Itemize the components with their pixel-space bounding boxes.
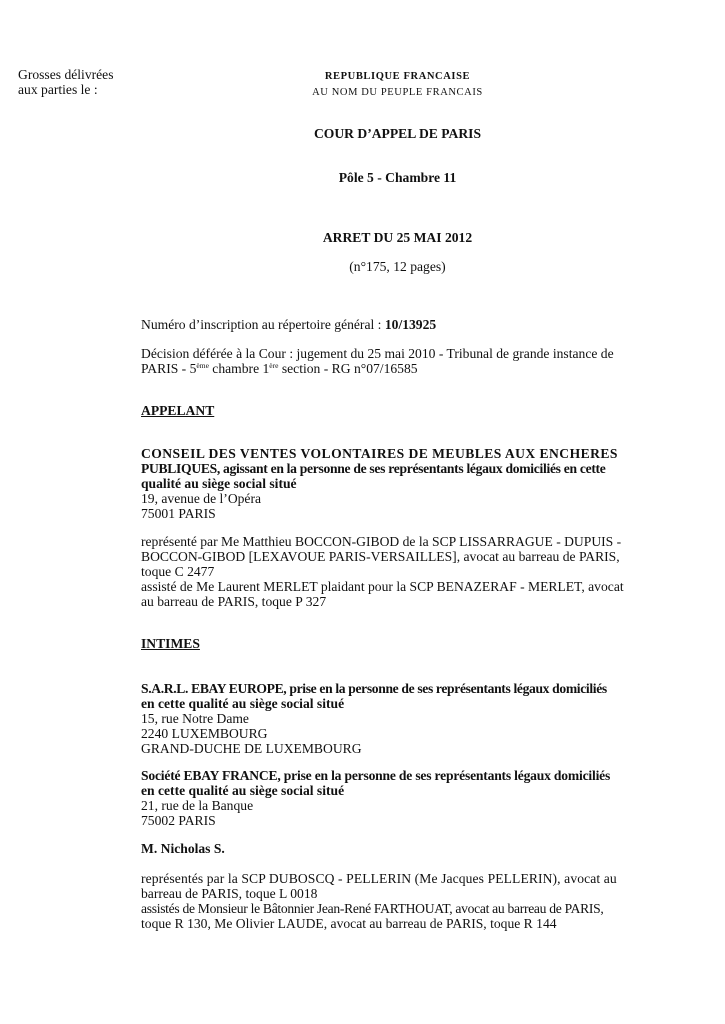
appelant-heading: APPELANT xyxy=(141,403,215,418)
registry-number xyxy=(141,317,656,332)
appelant-address-line1: 19, avenue de l’Opéra xyxy=(141,491,262,506)
intime2-address-line1: 21, rue de la Banque xyxy=(141,798,254,813)
intime1-line1: S.A.R.L. EBAY EUROPE, prise en la personne de ses représentants légaux domiciliés xyxy=(141,681,607,696)
registry-label: Numéro d’inscription au répertoire général : xyxy=(141,317,385,332)
chamber-title: Pôle 5 - Chambre 11 xyxy=(338,170,457,185)
intime2-line2: en cette qualité au siège social situé xyxy=(141,783,345,798)
intime1-line2: en cette qualité au siège social situé xyxy=(141,696,345,711)
intime1-address-line3: GRAND-DUCHE DE LUXEMBOURG xyxy=(141,741,362,756)
people-heading: AU NOM DU PEUPLE FRANCAIS xyxy=(312,87,483,98)
appelant-party-line2: PUBLIQUES, agissant en la personne de ses représentants légaux domiciliés en cette xyxy=(141,461,606,476)
decision-line1: Décision déférée à la Cour : jugement du 25 mai 2010 - Tribunal de grande instance de xyxy=(141,346,614,361)
ruling-title: ARRET DU 25 MAI 2012 xyxy=(322,230,473,245)
intime2-line1: Société EBAY FRANCE, prise en la personne de ses représentants légaux domiciliés xyxy=(141,768,611,783)
appelant-rep-line1: représenté par Me Matthieu BOCCON-GIBOD de la SCP LISSARRAGUE - DUPUIS - xyxy=(141,534,622,549)
intime1-address-line1: 15, rue Notre Dame xyxy=(141,711,249,726)
appelant-party-line1: CONSEIL DES VENTES VOLONTAIRES DE MEUBLES AUX ENCHERES xyxy=(141,446,618,461)
appelant-rep-line2: BOCCON-GIBOD [LEXAVOUE PARIS-VERSAILLES], avocat au barreau de PARIS, xyxy=(141,549,620,564)
decision-part-c: section - RG n°07/16585 xyxy=(278,361,418,376)
appelant-rep-line3: toque C 2477 xyxy=(141,564,215,579)
grosses-note-line2: aux parties le : xyxy=(18,82,98,97)
intimes-rep-line2: barreau de PARIS, toque L 0018 xyxy=(141,886,318,901)
appelant-party-line3: qualité au siège social situé xyxy=(141,476,297,491)
intimes-rep-line1: représentés par la SCP DUBOSCQ - PELLERIN (Me Jacques PELLERIN), avocat au xyxy=(141,871,617,886)
ruling-meta: (n°175, 12 pages) xyxy=(349,259,446,274)
appelant-rep-line4: assisté de Me Laurent MERLET plaidant pour la SCP BENAZERAF - MERLET, avocat xyxy=(141,579,624,594)
republic-heading: REPUBLIQUE FRANCAISE xyxy=(324,71,471,82)
decision-sup-1: ème xyxy=(196,361,209,370)
appelant-rep-line5: au barreau de PARIS, toque P 327 xyxy=(141,594,327,609)
court-title: COUR D’APPEL DE PARIS xyxy=(313,126,482,141)
decision-sup-2: ère xyxy=(269,361,279,370)
intime3-name: M. Nicholas S. xyxy=(141,841,225,856)
intimes-heading: INTIMES xyxy=(141,636,200,651)
intime2-address-line2: 75002 PARIS xyxy=(141,813,216,828)
registry-value: 10/13925 xyxy=(384,317,437,332)
decision-line2 xyxy=(141,361,656,376)
intimes-rep-line4: toque R 130, Me Olivier LAUDE, avocat au barreau de PARIS, toque R 144 xyxy=(141,916,557,931)
decision-part-b: chambre 1 xyxy=(208,361,270,376)
grosses-note-line1: Grosses délivrées xyxy=(18,67,114,82)
intimes-rep-line3: assistés de Monsieur le Bâtonnier Jean-René FARTHOUAT, avocat au barreau de PARIS, xyxy=(141,901,604,916)
decision-part-a: PARIS - 5 xyxy=(141,361,197,376)
appelant-address-line2: 75001 PARIS xyxy=(141,506,216,521)
intime1-address-line2: 2240 LUXEMBOURG xyxy=(141,726,268,741)
